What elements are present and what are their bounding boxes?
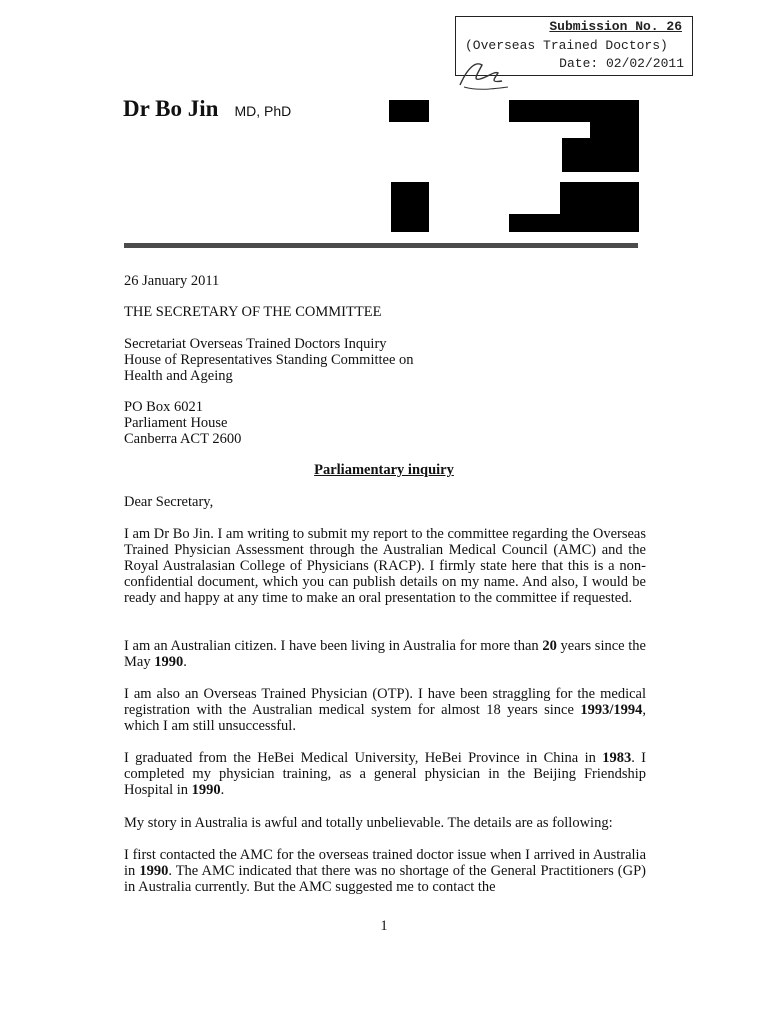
handwritten-signature (454, 47, 514, 93)
submission-number: Submission No. 26 (549, 19, 682, 34)
paragraph-4: I graduated from the HeBei Medical University, HeBei Province in China in 1983. I completed my physician training, as a general physician in the Beijing Friendship Hospital in 1990. (124, 750, 646, 798)
address-line: Secretariat Overseas Trained Doctors Inquiry (124, 336, 387, 352)
submission-stamp (455, 16, 693, 76)
letter-heading-wrap (0, 462, 768, 479)
addressee: THE SECRETARY OF THE COMMITTEE (124, 304, 382, 320)
address-block-1 (124, 336, 646, 384)
paragraph-1: I am Dr Bo Jin. I am writing to submit my report to the committee regarding the Overseas Trained Physician Assessment through the Australian Medical Council (AMC) and the Royal Australasian College of Physicians (RACP). I firmly state here that this is a non-confidential document, which you can publish details on my name. And also, I would be ready and happy at any time to make an oral presentation to the committee if requested. (124, 526, 646, 606)
address-line: Canberra ACT 2600 (124, 431, 242, 447)
letterhead-divider (124, 243, 638, 248)
salutation: Dear Secretary, (124, 494, 214, 510)
redaction-block (509, 100, 639, 122)
address-line: PO Box 6021 (124, 399, 203, 415)
author-name: Dr Bo Jin (123, 96, 219, 121)
redaction-block (389, 100, 429, 122)
submission-date: Date: 02/02/2011 (559, 56, 684, 71)
author-degrees: MD, PhD (234, 103, 292, 119)
address-line: Health and Ageing (124, 368, 233, 384)
page-number: 1 (380, 918, 388, 934)
paragraph-6: I first contacted the AMC for the overseas trained doctor issue when I arrived in Australia in 1990. The AMC indicated that there was no shortage of the General Practitioners (GP) in Australia currently. But the AMC suggested me to contact the (124, 847, 646, 895)
redaction-block (560, 182, 639, 232)
address-line: House of Representatives Standing Committee on (124, 352, 414, 368)
redaction-block (391, 182, 429, 232)
letter-date: 26 January 2011 (124, 273, 220, 289)
submission-topic: (Overseas Trained Doctors) (465, 38, 668, 53)
paragraph-2: I am an Australian citizen. I have been living in Australia for more than 20 years since the May 1990. (124, 638, 646, 670)
paragraph-3: I am also an Overseas Trained Physician (OTP). I have been straggling for the medical registration with the Australian medical system for almost 18 years since 1993/1994, which I am still unsuccessful. (124, 686, 646, 734)
address-line: Parliament House (124, 415, 228, 431)
paragraph-5: My story in Australia is awful and totally unbelievable. The details are as following: (124, 815, 613, 831)
redaction-block (562, 138, 602, 172)
address-block-2 (124, 399, 646, 447)
letterhead-name (123, 96, 291, 122)
letter-heading: Parliamentary inquiry (314, 462, 454, 478)
